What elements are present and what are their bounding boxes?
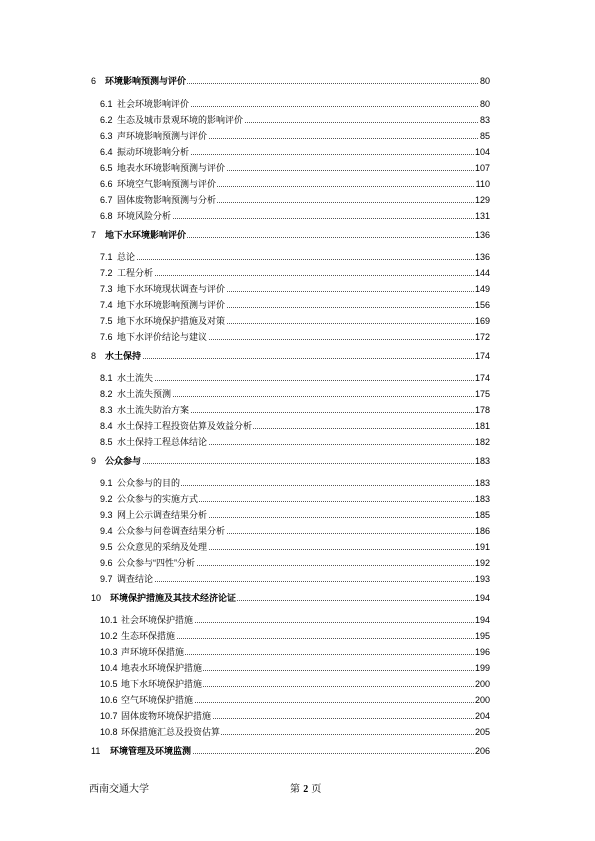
toc-entry-page: 182 [474,437,490,447]
toc-entry-page: 200 [474,695,490,705]
toc-entry-title: 生态环保措施 [121,631,176,641]
toc-section-row[interactable] [0,693,595,707]
toc-entry-page: 185 [474,510,490,520]
toc-section-row[interactable] [0,524,595,538]
toc-section-row[interactable] [0,403,595,417]
toc-entry-page: 199 [474,663,490,673]
toc-entry-title: 声环境影响预测与评价 [117,131,208,141]
toc-section-row[interactable] [0,387,595,401]
toc-entry-number: 10.7 [100,711,118,721]
toc-entry-page: 196 [474,647,490,657]
toc-entry-page: 194 [474,615,490,625]
toc-entry-number: 10.1 [100,615,118,625]
toc-section-row[interactable] [0,371,595,385]
toc-entry-page: 181 [474,421,490,431]
toc-entry-title: 公众参与的目的 [117,478,181,488]
toc-entry-number: 10.8 [100,727,118,737]
toc-entry-title: 环境空气影响预测与评价 [117,179,217,189]
toc-dot-leader [117,218,490,219]
toc-entry-page: 136 [474,252,490,262]
toc-entry-page: 195 [474,631,490,641]
toc-entry-number: 9.1 [100,478,113,488]
toc-entry-title: 地下水环境保护措施及对策 [117,316,226,326]
toc-entry-number: 6.3 [100,131,113,141]
toc-entry-number: 8.5 [100,437,113,447]
toc-entry-number: 6.2 [100,115,113,125]
toc-entry-number: 10.4 [100,663,118,673]
toc-dot-leader [105,463,490,464]
toc-dot-leader [117,259,490,260]
toc-entry-number: 9.2 [100,494,113,504]
toc-section-row[interactable] [0,476,595,490]
toc-entry-page: 192 [474,558,490,568]
toc-section-row[interactable] [0,419,595,433]
toc-entry-number: 7 [91,230,97,240]
toc-chapter-row[interactable] [0,744,595,758]
toc-entry-number: 7.4 [100,300,113,310]
toc-entry-title: 公众参与问卷调查结果分析 [117,526,226,536]
toc-entry-number: 6.8 [100,211,113,221]
toc-entry-page: 149 [474,284,490,294]
toc-entry-page: 169 [474,316,490,326]
toc-entry-number: 7.3 [100,284,113,294]
toc-section-row[interactable] [0,492,595,506]
toc-section-row[interactable] [0,572,595,586]
toc-section-row[interactable] [0,725,595,739]
toc-section-row[interactable] [0,298,595,312]
toc-chapter-row[interactable] [0,454,595,468]
footer-page-value: 2 [303,784,309,795]
toc-section-row[interactable] [0,677,595,691]
toc-entry-page: 191 [474,542,490,552]
toc-entry-title: 环境管理及环境监测 [110,746,192,756]
toc-section-row[interactable] [0,508,595,522]
toc-chapter-row[interactable] [0,591,595,605]
toc-entry-number: 9.6 [100,558,113,568]
toc-entry-page: 206 [474,746,490,756]
toc-entry-number: 6 [91,76,97,86]
toc-dot-leader [117,275,490,276]
toc-section-row[interactable] [0,314,595,328]
toc-entry-number: 10 [91,593,102,603]
toc-entry-title: 环境影响预测与评价 [105,76,187,86]
toc-entry-page: 83 [479,115,490,125]
toc-entry-title: 环保措施汇总及投资估算 [121,727,221,737]
toc-entry-number: 7.1 [100,252,113,262]
toc-entry-page: 174 [474,373,490,383]
toc-entry-page: 80 [479,76,490,86]
toc-entry-title: 地下水环境影响预测与评价 [117,300,226,310]
toc-entry-title: 公众参与的实施方式 [117,494,199,504]
toc-entry-page: 183 [474,456,490,466]
toc-entry-number: 7.6 [100,332,113,342]
toc-entry-title: 地表水环境保护措施 [121,663,203,673]
toc-dot-leader [117,581,490,582]
toc-entry-title: 地下水环境保护措施 [121,679,203,689]
toc-section-row[interactable] [0,709,595,723]
toc-entry-number: 6.1 [100,99,113,109]
toc-entry-number: 10.2 [100,631,118,641]
toc-entry-title: 振动环境影响分析 [117,147,190,157]
toc-section-row[interactable] [0,613,595,627]
toc-dot-leader [117,396,490,397]
toc-entry-page: 174 [474,351,490,361]
toc-entry-page: 131 [474,211,490,221]
toc-entry-page: 144 [474,268,490,278]
toc-entry-page: 172 [474,332,490,342]
toc-entry-title: 水土保持工程投资估算及效益分析 [117,421,253,431]
toc-entry-title: 固体废物影响预测与分析 [117,195,217,205]
toc-entry-page: 175 [474,389,490,399]
toc-entry-number: 8.2 [100,389,113,399]
toc-entry-page: 183 [474,494,490,504]
toc-entry-number: 6.4 [100,147,113,157]
toc-entry-title: 公众参与 [105,456,142,466]
toc-entry-title: 调查结论 [117,574,154,584]
toc-entry-number: 7.5 [100,316,113,326]
toc-section-row[interactable] [0,629,595,643]
toc-entry-title: 公众意见的采纳及处理 [117,542,208,552]
toc-chapter-row[interactable] [0,228,595,242]
toc-dot-leader [105,358,490,359]
toc-entry-title: 环境风险分析 [117,211,172,221]
toc-section-row[interactable] [0,645,595,659]
toc-entry-number: 7.2 [100,268,113,278]
toc-entry-title: 地下水评价结论与建议 [117,332,208,342]
toc-section-row[interactable] [0,209,595,223]
toc-chapter-row[interactable] [0,74,595,88]
toc-section-row[interactable] [0,177,595,191]
toc-entry-title: 工程分析 [117,268,154,278]
toc-entry-title: 公众参与“四性”分析 [117,558,195,568]
footer-school: 西南交通大学 [89,784,149,795]
toc-section-row[interactable] [0,145,595,159]
toc-entry-number: 8 [91,351,97,361]
toc-entry-number: 6.6 [100,179,113,189]
toc-entry-page: 136 [474,230,490,240]
toc-section-row[interactable] [0,435,595,449]
toc-section-row[interactable] [0,97,595,111]
toc-entry-number: 9 [91,456,97,466]
toc-entry-page: 129 [474,195,490,205]
toc-entry-title: 水土保持 [105,351,142,361]
toc-entry-title: 地表水环境影响预测与评价 [117,163,226,173]
toc-entry-title: 水土流失预测 [117,389,172,399]
toc-entry-page: 205 [474,727,490,737]
toc-entry-title: 地下水环境现状调查与评价 [117,284,226,294]
toc-entry-number: 8.4 [100,421,113,431]
toc-entry-page: 183 [474,478,490,488]
toc-entry-page: 200 [474,679,490,689]
toc-entry-number: 6.5 [100,163,113,173]
toc-section-row[interactable] [0,556,595,570]
toc-section-row[interactable] [0,193,595,207]
footer-page-prefix: 第 [290,784,300,795]
toc-entry-number: 10.3 [100,647,118,657]
toc-section-row[interactable] [0,113,595,127]
toc-section-row[interactable] [0,250,595,264]
toc-entry-number: 9.7 [100,574,113,584]
toc-entry-title: 网上公示调查结果分析 [117,510,208,520]
toc-entry-title: 固体废物环境保护措施 [121,711,212,721]
toc-entry-page: 194 [474,593,490,603]
toc-entry-page: 80 [479,99,490,109]
toc-entry-title: 水土流失 [117,373,154,383]
toc-entry-title: 生态及城市景观环境的影响评价 [117,115,244,125]
toc-entry-page: 193 [474,574,490,584]
toc-section-row[interactable] [0,661,595,675]
toc-entry-number: 10.5 [100,679,118,689]
toc-entry-page: 110 [475,179,490,189]
toc-entry-page: 85 [479,131,490,141]
toc-entry-page: 204 [474,711,490,721]
footer-page-number [290,780,321,795]
toc-entry-page: 178 [474,405,490,415]
toc-entry-number: 10.6 [100,695,118,705]
toc-entry-title: 社会环境保护措施 [121,615,194,625]
toc-section-row[interactable] [0,540,595,554]
toc-entry-number: 9.3 [100,510,113,520]
toc-section-row[interactable] [0,129,595,143]
toc-entry-number: 9.5 [100,542,113,552]
toc-section-row[interactable] [0,282,595,296]
toc-entry-title: 地下水环境影响评价 [105,230,187,240]
toc-entry-title: 社会环境影响评价 [117,99,190,109]
toc-dot-leader [121,638,490,639]
toc-section-row[interactable] [0,266,595,280]
toc-entry-number: 8.1 [100,373,113,383]
toc-section-row[interactable] [0,330,595,344]
toc-entry-title: 总论 [117,252,136,262]
toc-entry-title: 空气环境保护措施 [121,695,194,705]
toc-entry-title: 水土流失防治方案 [117,405,190,415]
toc-entry-page: 107 [474,163,490,173]
toc-entry-number: 9.4 [100,526,113,536]
toc-entry-title: 水土保持工程总体结论 [117,437,208,447]
toc-entry-number: 6.7 [100,195,113,205]
toc-entry-title: 声环境环保措施 [121,647,185,657]
toc-entry-number: 11 [91,746,101,756]
toc-entry-page: 104 [474,147,490,157]
toc-section-row[interactable] [0,161,595,175]
toc-entry-number: 8.3 [100,405,113,415]
toc-dot-leader [117,380,490,381]
toc-entry-page: 186 [474,526,490,536]
toc-entry-page: 156 [474,300,490,310]
footer-page-suffix: 页 [311,784,322,795]
toc-chapter-row[interactable] [0,349,595,363]
toc-entry-title: 环境保护措施及其技术经济论证 [110,593,237,603]
